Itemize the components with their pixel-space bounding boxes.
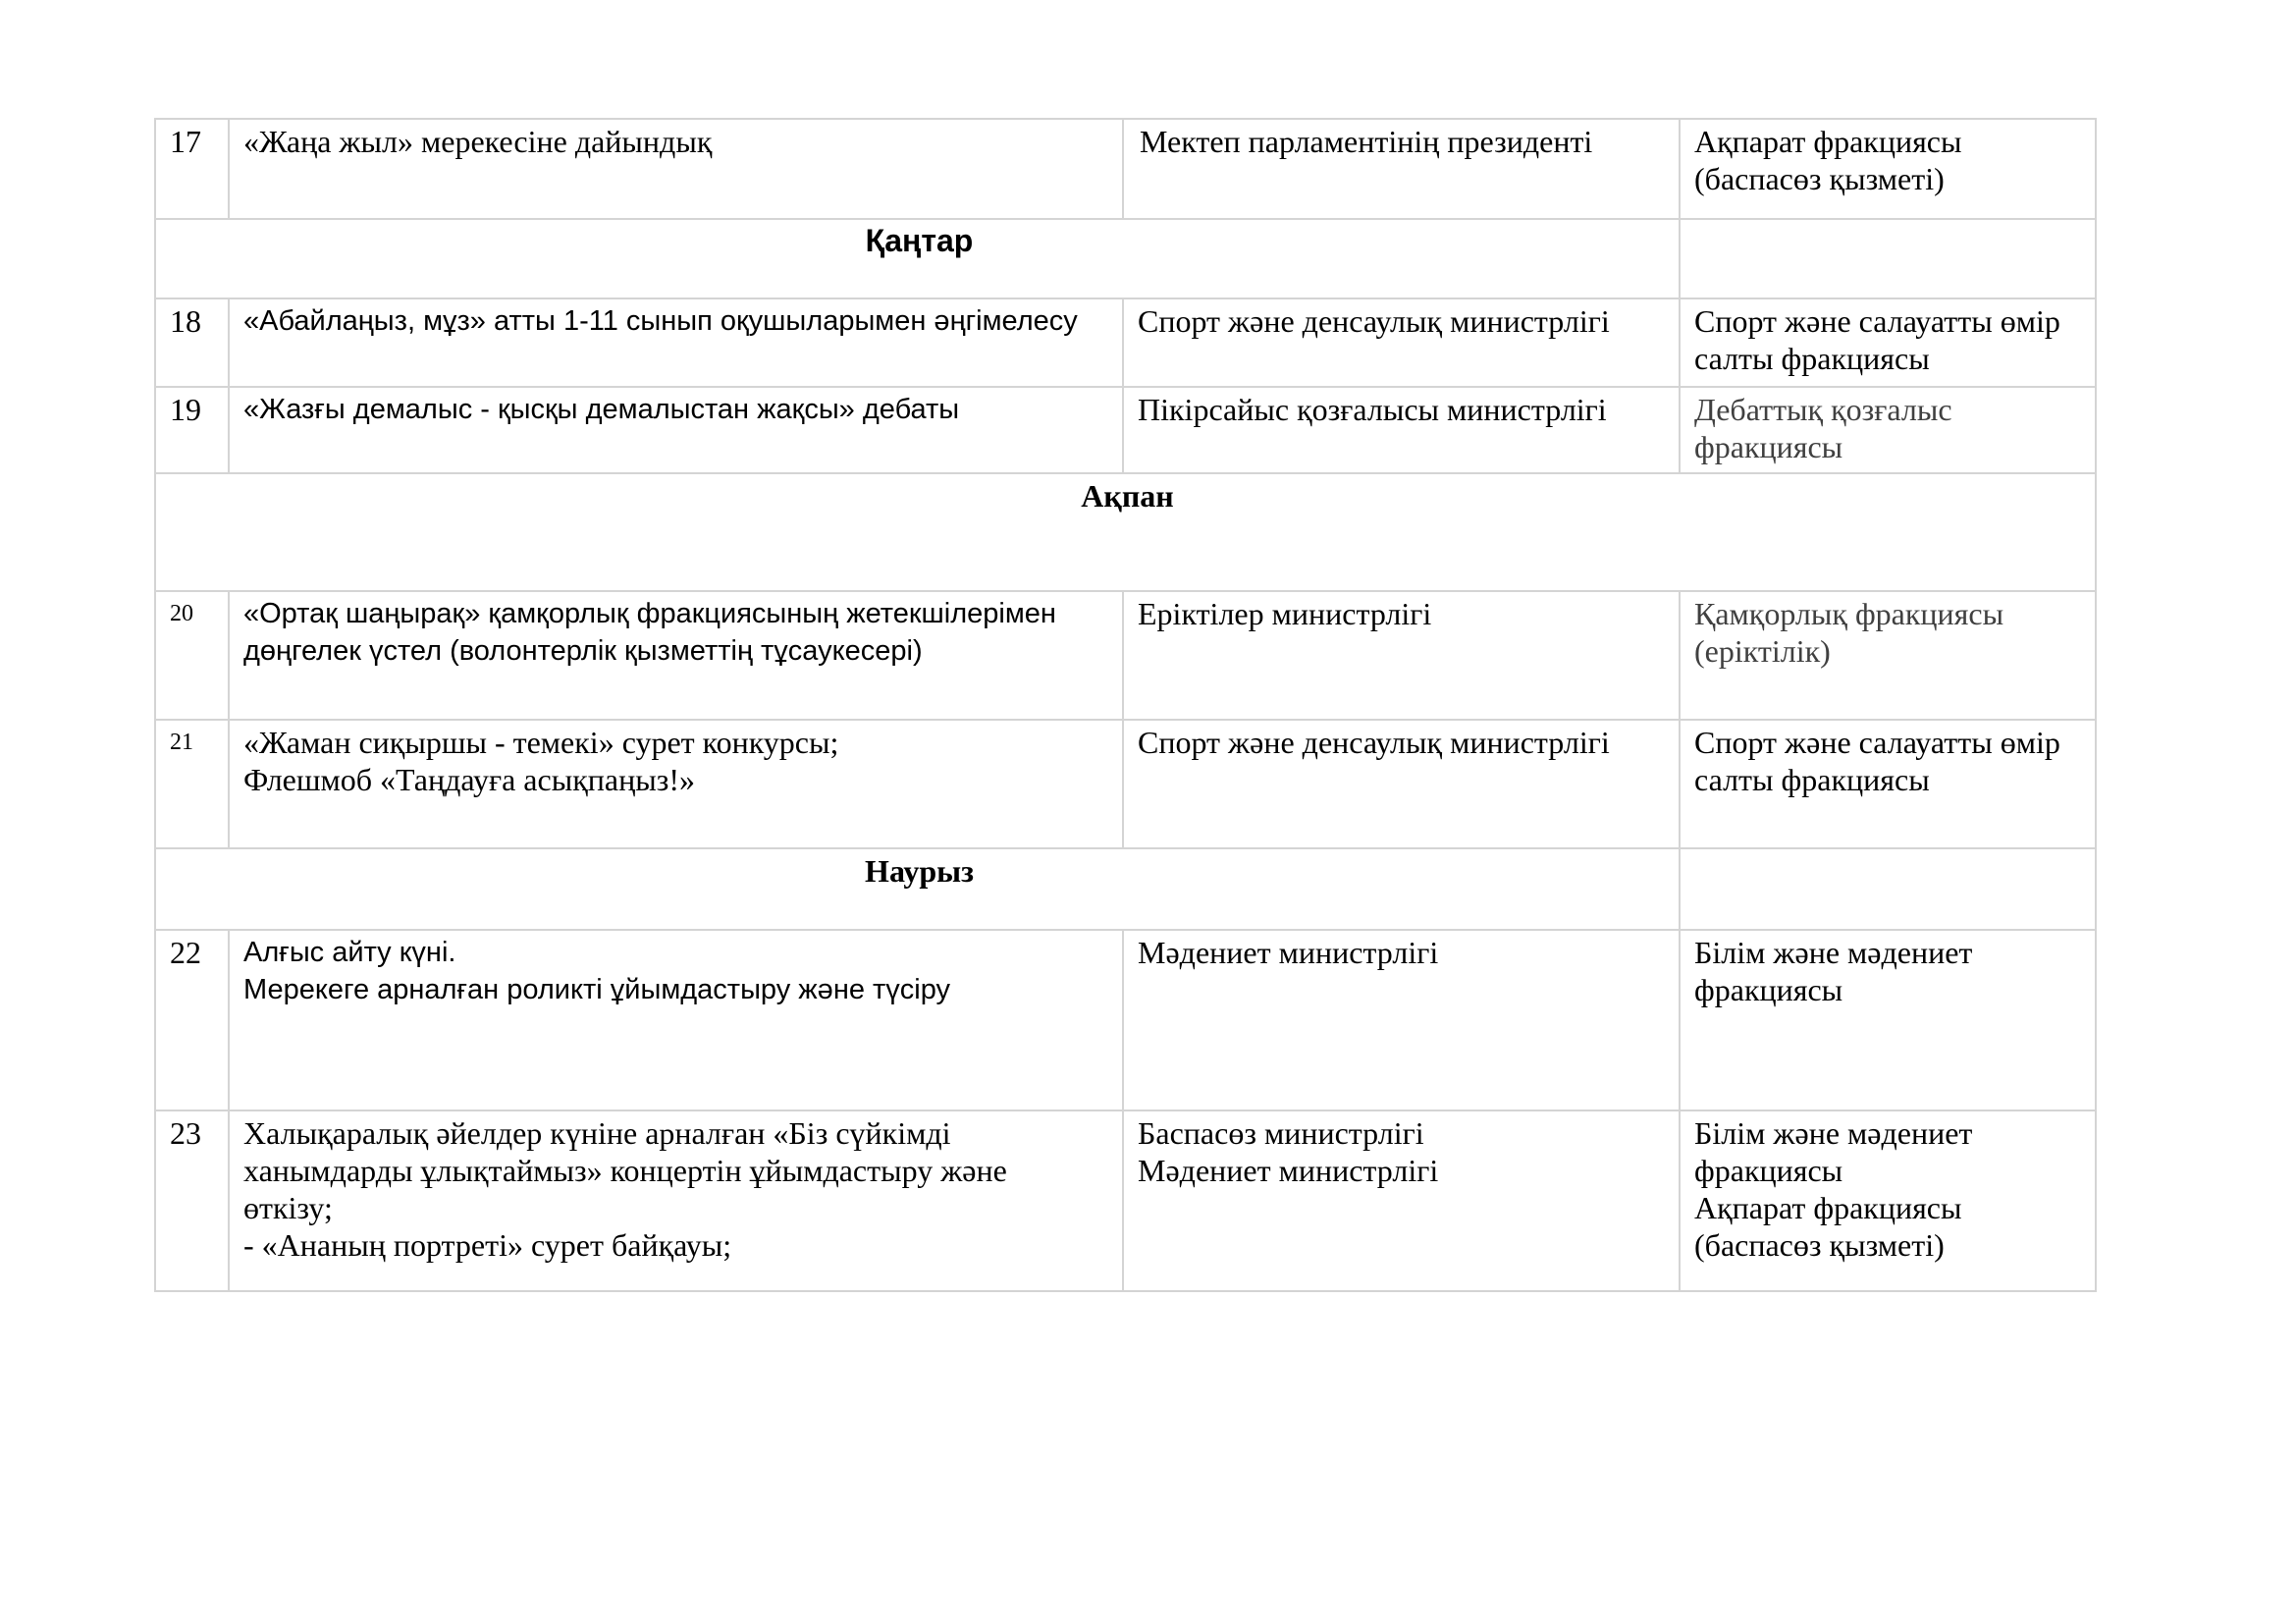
- event-line: «Ортақ шаңырақ» қамқорлық фракциясының жетекшілерімен: [243, 598, 1056, 629]
- faction-line: салты фракциясы: [1694, 762, 1930, 797]
- responsible-cell: [1123, 720, 1680, 848]
- empty-cell: [1680, 848, 2096, 930]
- row-number: 17: [155, 119, 229, 219]
- event-cell: [229, 720, 1123, 848]
- faction-line: Спорт және салауатты өмір: [1694, 725, 2060, 760]
- event-cell: [229, 387, 1123, 473]
- faction-line: Дебаттық қозғалыс: [1694, 392, 1952, 427]
- event-line: - «Ананың портреті» сурет байқауы;: [243, 1227, 732, 1263]
- event-line: «Жаман сиқыршы - темекі» сурет конкурсы;: [243, 725, 839, 760]
- faction-cell: [1680, 930, 2096, 1110]
- row-number: 20: [155, 591, 229, 720]
- responsible-line: Мәдениет министрлігі: [1138, 935, 1439, 970]
- responsible-cell: [1123, 298, 1680, 387]
- table-row: [155, 930, 2096, 1110]
- events-plan-table: [154, 118, 2097, 1292]
- row-number: 22: [155, 930, 229, 1110]
- faction-line: Спорт және салауатты өмір: [1694, 303, 2060, 339]
- event-line: Халықаралық әйелдер күніне арналған «Біз сүйкімді: [243, 1115, 951, 1151]
- faction-line: Білім және мәдениет: [1694, 1115, 1973, 1151]
- faction-line: (баспасөз қызметі): [1694, 161, 1945, 196]
- responsible-line: Мектеп парламентінің президенті: [1140, 124, 1593, 159]
- responsible-line: Мәдениет министрлігі: [1138, 1153, 1439, 1188]
- month-heading: Ақпан: [155, 473, 2096, 591]
- faction-line: (баспасөз қызметі): [1694, 1227, 1945, 1263]
- event-cell: [229, 298, 1123, 387]
- responsible-cell: [1123, 591, 1680, 720]
- table-row: [155, 1110, 2096, 1291]
- responsible-cell: [1123, 1110, 1680, 1291]
- event-line: «Жаңа жыл» мерекесіне дайындық: [243, 124, 713, 159]
- event-cell: [229, 930, 1123, 1110]
- faction-cell: [1680, 720, 2096, 848]
- event-line: Мерекеге арналған роликті ұйымдастыру және түсіру: [243, 974, 951, 1005]
- event-line: «Жазғы демалыс - қысқы демалыстан жақсы» дебаты: [243, 394, 960, 425]
- event-cell: [229, 591, 1123, 720]
- event-cell: [229, 1110, 1123, 1291]
- event-line: «Абайлаңыз, мұз» атты 1-11 сынып оқушыларымен әңгімелесу: [243, 305, 1078, 337]
- event-cell: [229, 119, 1123, 219]
- faction-cell: [1680, 1110, 2096, 1291]
- event-line: Флешмоб «Таңдауға асықпаңыз!»: [243, 762, 695, 797]
- responsible-line: Спорт және денсаулық министрлігі: [1138, 725, 1610, 760]
- faction-line: Қамқорлық фракциясы: [1694, 596, 2004, 631]
- faction-cell: [1680, 298, 2096, 387]
- faction-line: салты фракциясы: [1694, 341, 1930, 376]
- responsible-cell: [1123, 119, 1680, 219]
- faction-line: фракциясы: [1694, 972, 1843, 1007]
- month-row: [155, 219, 2096, 298]
- responsible-cell: [1123, 930, 1680, 1110]
- month-heading: Наурыз: [155, 848, 1680, 930]
- faction-line: фракциясы: [1694, 1153, 1843, 1188]
- faction-cell: [1680, 591, 2096, 720]
- table-row: [155, 298, 2096, 387]
- row-number: 21: [155, 720, 229, 848]
- responsible-line: Баспасөз министрлігі: [1138, 1115, 1424, 1151]
- faction-line: Ақпарат фракциясы: [1694, 1190, 1962, 1225]
- table-row: [155, 119, 2096, 219]
- event-line: Алғыс айту күні.: [243, 937, 456, 968]
- row-number: 19: [155, 387, 229, 473]
- row-number: 18: [155, 298, 229, 387]
- responsible-line: Еріктілер министрлігі: [1138, 596, 1432, 631]
- faction-line: Ақпарат фракциясы: [1694, 124, 1962, 159]
- month-heading: Қаңтар: [155, 219, 1680, 298]
- event-line: өткізу;: [243, 1190, 333, 1225]
- table-row: [155, 720, 2096, 848]
- faction-line: (еріктілік): [1694, 633, 1831, 669]
- table-row: [155, 387, 2096, 473]
- faction-line: фракциясы: [1694, 429, 1843, 464]
- row-number: 23: [155, 1110, 229, 1291]
- faction-cell: [1680, 119, 2096, 219]
- event-line: дөңгелек үстел (волонтерлік қызметтің тұсаукесері): [243, 635, 923, 667]
- faction-cell: [1680, 387, 2096, 473]
- table-row: [155, 591, 2096, 720]
- empty-cell: [1680, 219, 2096, 298]
- responsible-cell: [1123, 387, 1680, 473]
- responsible-line: Пікірсайыс қозғалысы министрлігі: [1138, 392, 1607, 427]
- event-line: ханымдарды ұлықтаймыз» концертін ұйымдастыру және: [243, 1153, 1007, 1188]
- month-row: [155, 848, 2096, 930]
- responsible-line: Спорт және денсаулық министрлігі: [1138, 303, 1610, 339]
- month-row: [155, 473, 2096, 591]
- faction-line: Білім және мәдениет: [1694, 935, 1973, 970]
